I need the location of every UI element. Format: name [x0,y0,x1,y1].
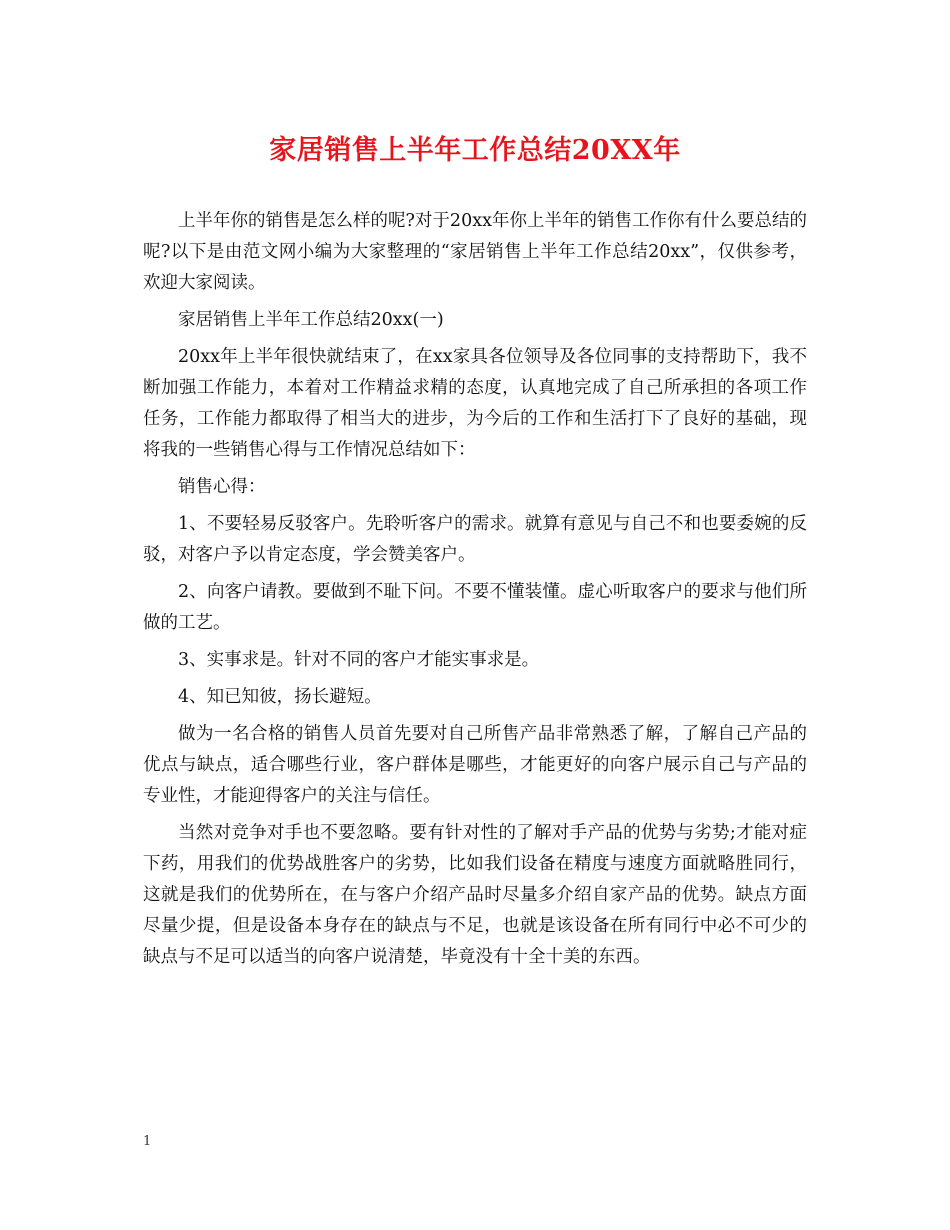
document-title: 家居销售上半年工作总结20XX年 [269,135,681,166]
paragraph-tip-2: 2、向客户请教。要做到不耻下问。不要不懂装懂。虚心听取客户的要求与他们所做的工艺。 [143,582,807,633]
paragraph-sales-tips-heading: 销售心得： [178,477,266,497]
paragraph-tip-3: 3、实事求是。针对不同的客户才能实事求是。 [178,650,540,670]
document-body [143,206,807,979]
paragraph-intro: 上半年你的销售是怎么样的呢?对于20xx年你上半年的销售工作你有什么要总结的呢?以下是由范文网小编为大家整理的“家居销售上半年工作总结20xx”，仅供参考，欢迎大家阅读。 [143,211,807,293]
page-number: 1 [143,1134,152,1149]
paragraph-section-heading: 家居销售上半年工作总结20xx(一) [178,310,444,330]
paragraph-product-knowledge: 做为一名合格的销售人员首先要对自己所售产品非常熟悉了解，了解自己产品的优点与缺点，适合哪些行业，客户群体是哪些，才能更好的向客户展示自己与产品的专业性，才能迎得客户的关注与信任。 [143,724,807,806]
paragraph-tip-1: 1、不要轻易反驳客户。先聆听客户的需求。就算有意见与自己不和也要委婉的反驳，对客户予以肯定态度，学会赞美客户。 [143,514,807,565]
paragraph-summary-opening: 20xx年上半年很快就结束了，在xx家具各位领导及各位同事的支持帮助下，我不断加强工作能力，本着对工作精益求精的态度，认真地完成了自己所承担的各项工作任务，工作能力都取得了相当大的进步，为今后的工作和生活打下了良好的基础，现将我的一些销售心得与工作情况总结如下： [143,347,807,460]
paragraph-competitors: 当然对竞争对手也不要忽略。要有针对性的了解对手产品的优势与劣势;才能对症下药，用我们的优势战胜客户的劣势，比如我们设备在精度与速度方面就略胜同行，这就是我们的优势所在，在与客户介绍产品时尽量多介绍自家产品的优势。缺点方面尽量少提，但是设备本身存在的缺点与不足，也就是该设备在所有同行中必不可少的缺点与不足可以适当的向客户说清楚，毕竟没有十全十美的东西。 [143,823,807,967]
paragraph-tip-4: 4、知已知彼，扬长避短。 [178,687,382,707]
